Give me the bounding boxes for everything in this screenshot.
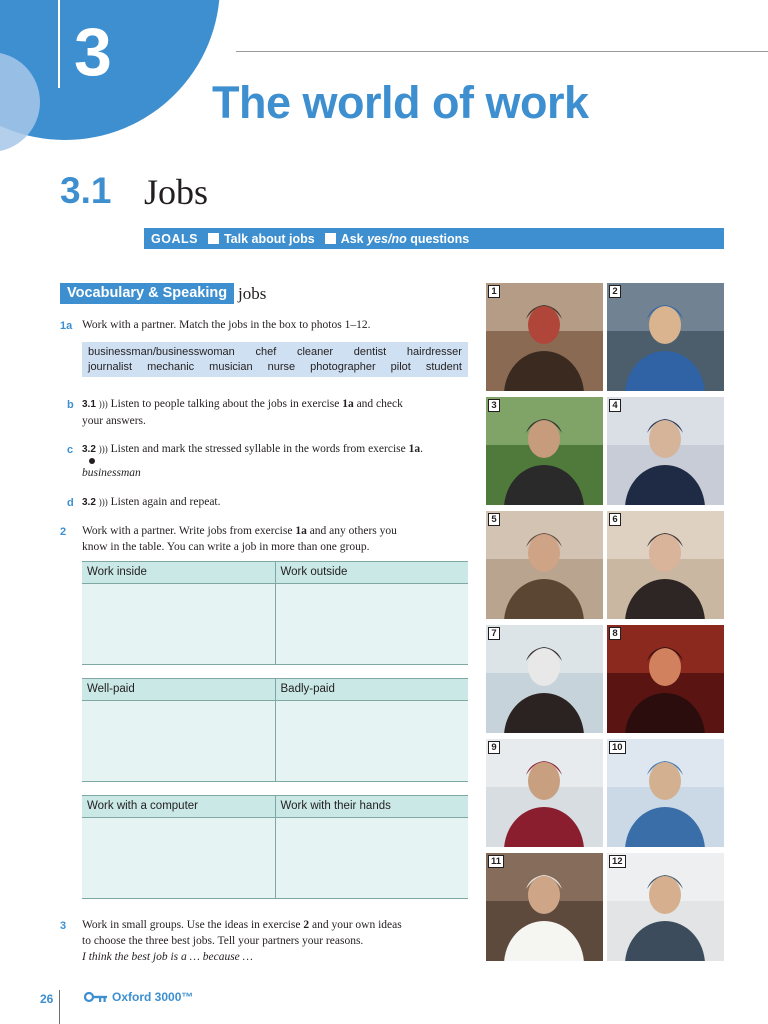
goals-bar [144, 228, 724, 249]
footer-divider [59, 990, 60, 1024]
job-table [82, 795, 468, 899]
exercise-2-text: Work with a partner. Write jobs from exercise 1a and any others you know in the table. You can write a job in more than one group. [82, 525, 397, 553]
goals-label: GOALS [151, 231, 198, 246]
table-cell[interactable] [82, 701, 276, 781]
vocab-word: chef [255, 346, 277, 358]
vocab-topic: jobs [238, 284, 267, 303]
vocab-word: musician [209, 361, 253, 373]
photo-image [486, 853, 603, 961]
exercise-letter: d [67, 497, 74, 509]
photo-image [607, 283, 724, 391]
word-box-row [88, 360, 462, 375]
checkbox-icon [325, 233, 336, 244]
job-photo [486, 739, 603, 847]
photo-number: 12 [609, 855, 626, 868]
goal-item: Talk about jobs [208, 232, 315, 246]
photo-number: 7 [488, 627, 500, 640]
exercise-number: 1a [60, 320, 73, 332]
job-photo [607, 739, 724, 847]
photo-image [486, 739, 603, 847]
photo-number: 6 [609, 513, 621, 526]
job-photo [486, 511, 603, 619]
exercise-1d-text: 3.2 ))) Listen again and repeat. [82, 496, 221, 508]
job-photo [486, 397, 603, 505]
photo-number: 8 [609, 627, 621, 640]
photo-number: 11 [488, 855, 504, 868]
job-photo [607, 283, 724, 391]
photo-image [486, 625, 603, 733]
exercise-number: 3 [60, 920, 67, 932]
unit-divider [58, 0, 60, 88]
vocab-word: journalist [88, 361, 133, 373]
unit-number: 3 [74, 14, 112, 90]
job-photo [607, 625, 724, 733]
vocab-word: hairdresser [406, 346, 462, 358]
goal-item: Ask yes/no questions [325, 232, 470, 246]
photo-number: 9 [488, 741, 500, 754]
exercise-1a-text: Work with a partner. Match the jobs in the box to photos 1–12. [82, 319, 371, 331]
vocab-word: photographer [310, 361, 376, 373]
photo-number: 10 [609, 741, 626, 754]
job-photo [607, 511, 724, 619]
photo-number: 1 [488, 285, 500, 298]
audio-icon: ))) [98, 399, 108, 409]
audio-icon: ))) [98, 497, 108, 507]
table-cell[interactable] [276, 701, 469, 781]
photo-image [607, 511, 724, 619]
photo-number: 5 [488, 513, 500, 526]
photo-image [607, 739, 724, 847]
table-body [82, 583, 468, 665]
photo-number: 3 [488, 399, 500, 412]
exercise-1c-text: 3.2 ))) Listen and mark the stressed syllable in the words from exercise 1a. [82, 443, 423, 455]
vocab-word: nurse [267, 361, 296, 373]
table-cell[interactable] [276, 584, 469, 664]
vocab-word: mechanic [147, 361, 195, 373]
table-header: Work with a computer Work with their hands [82, 795, 468, 817]
stress-dot-icon [89, 458, 95, 464]
table-body [82, 817, 468, 899]
section-number: 3.1 [60, 170, 112, 211]
audio-track: 3.2 [82, 497, 96, 508]
table-cell[interactable] [276, 818, 469, 898]
vocab-word: dentist [353, 346, 387, 358]
photo-number: 4 [609, 399, 621, 412]
table-cell[interactable] [82, 818, 276, 898]
audio-icon: ))) [98, 444, 108, 454]
section-title: Jobs [144, 172, 209, 212]
table-cell[interactable] [82, 584, 276, 664]
exercise-3-text: Work in small groups. Use the ideas in exercise 2 and your own ideas to choose the three best jobs. Tell your partners your reasons. I think the best job is a … because … [82, 919, 402, 963]
unit-title: The world of work [212, 77, 589, 128]
vocab-word: student [425, 361, 462, 373]
vocab-word: cleaner [296, 346, 334, 358]
job-table [82, 561, 468, 665]
checkbox-icon [208, 233, 219, 244]
word-box [82, 342, 468, 377]
page-number: 26 [40, 992, 54, 1006]
header-rule [236, 51, 768, 52]
job-photo [486, 853, 603, 961]
job-photo [486, 625, 603, 733]
photo-image [607, 625, 724, 733]
job-table [82, 678, 468, 782]
exercise-number: 2 [60, 526, 67, 538]
vocab-word: businessman/businesswoman [88, 346, 235, 358]
photo-image [486, 511, 603, 619]
audio-track: 3.2 [82, 444, 96, 455]
word-box-row [88, 345, 462, 360]
job-photo [607, 853, 724, 961]
audio-track: 3.1 [82, 399, 96, 410]
table-header: Well-paid Badly-paid [82, 678, 468, 700]
photo-image [607, 853, 724, 961]
vocab-word: pilot [390, 361, 411, 373]
exercise-letter: c [67, 444, 74, 456]
example-word: businessman [82, 467, 141, 479]
table-header: Work inside Work outside [82, 561, 468, 583]
photo-image [607, 397, 724, 505]
job-photo [486, 283, 603, 391]
exercise-letter: b [67, 399, 74, 411]
exercise-1b-text: 3.1 ))) Listen to people talking about the jobs in exercise 1a and check your answers. [82, 398, 403, 427]
photo-number: 2 [609, 285, 621, 298]
photo-image [486, 397, 603, 505]
oxford-3000-label: Oxford 3000™ [84, 990, 193, 1004]
table-body [82, 700, 468, 782]
vocab-speaking-tag: Vocabulary & Speaking [60, 283, 234, 304]
photo-image [486, 283, 603, 391]
key-icon [84, 991, 108, 1003]
job-photo [607, 397, 724, 505]
